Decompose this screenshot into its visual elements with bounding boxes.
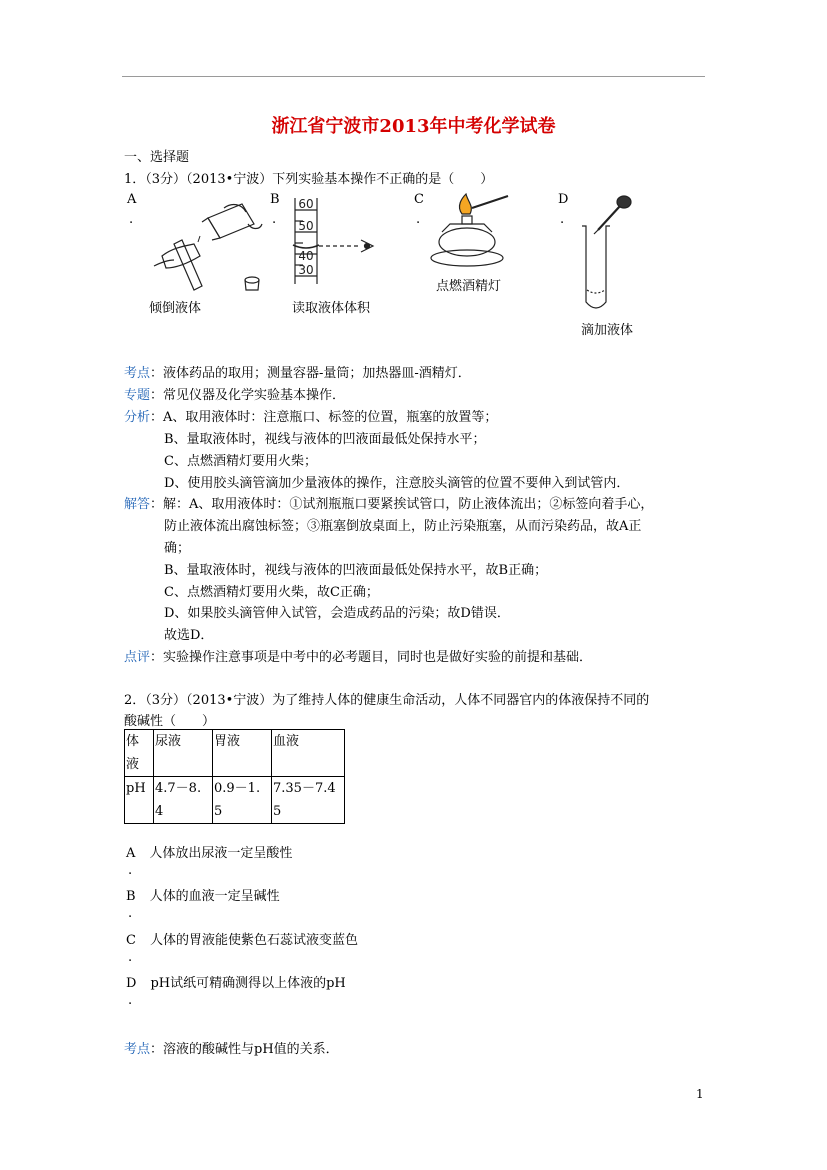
fenxi-line: B、量取液体时，视线与液体的凹液面最低处保持水平； [164,432,486,447]
table-cell: 血液 [272,730,345,777]
table-cell: 7.35－7.4 5 [272,777,345,824]
q1-option-c-dot: . [416,212,421,227]
option-dot: . [128,863,133,878]
kaodian-text: ：液体药品的取用；测量容器-量筒；加热器皿-酒精灯． [150,366,471,381]
ph-table [124,729,345,824]
table-row [125,777,345,824]
jieda-line: D、如果胶头滴管伸入试管，会造成药品的污染；故D错误． [164,606,510,621]
table-cell: 0.9－1. 5 [213,777,272,824]
jieda-label: 解答 [124,497,151,512]
scale-label: 30 [298,263,314,277]
q1-option-c-caption: 点燃酒精灯 [436,279,502,294]
option-letter: A [126,846,136,861]
q1-option-a-dot: . [129,212,134,227]
option-dot: . [128,906,133,921]
q1-option-d-caption: 滴加液体 [581,323,634,338]
q1-fenxi [124,406,497,425]
option-letter: B [126,889,136,904]
dropper-test-tube-figure [576,192,646,312]
table-row [125,730,345,777]
section-heading: 一、选择题 [124,150,190,165]
q2-stem-line2: 酸碱性（ ） [124,714,216,729]
table-cell: 尿液 [154,730,213,777]
dianping-label: 点评 [124,650,151,665]
jieda-line: C、点燃酒精灯要用火柴，故C正确； [164,585,379,600]
zhuanti-label: 专题 [124,388,151,403]
fenxi-line: ：A、取用液体时：注意瓶口、标签的位置，瓶塞的放置等； [150,410,498,425]
q2-option-a [126,842,292,861]
option-text: 人体放出尿液一定呈酸性 [149,846,293,861]
zhuanti-text: ：常见仪器及化学实验基本操作． [150,388,346,403]
table-cell: 胃液 [213,730,272,777]
option-letter: D [126,976,137,991]
graduated-cylinder-figure [283,196,383,284]
fenxi-line: C、点燃酒精灯要用火柴； [164,454,317,469]
page-number: 1 [696,1087,704,1101]
option-text: 人体的血液一定呈碱性 [149,889,280,904]
q1-option-b-caption: 读取液体体积 [292,301,371,316]
kaodian-text: ：溶液的酸碱性与pH值的关系． [150,1042,339,1057]
q1-jieda [124,493,653,512]
q2-option-b [126,885,280,904]
fenxi-line: D、使用胶头滴管滴加少量液体的操作，注意胶头滴管的位置不要伸入到试管内． [164,476,630,491]
table-cell: 4.7－8. 4 [154,777,213,824]
option-dot: . [128,950,133,965]
q1-option-c-letter: C [414,192,424,207]
jieda-line: 确； [164,541,191,556]
pouring-liquid-figure [142,196,267,296]
q1-option-d-letter: D [558,192,569,207]
option-dot: . [128,993,133,1008]
q1-zhuanti [124,384,345,403]
q2-kaodian [124,1038,339,1057]
jieda-line: 防止液体流出腐蚀标签；③瓶塞倒放桌面上，防止污染瓶塞，从而污染药品，故A正 [164,519,642,534]
table-cell: pH [125,777,154,824]
option-letter: C [126,933,136,948]
option-text: pH试纸可精确测得以上体液的pH [150,976,346,991]
scale-label: 50 [298,219,314,233]
scale-label: 40 [298,249,314,263]
header-rule [122,76,705,77]
dianping-text: ：实验操作注意事项是中考中的必考题目，同时也是做好实验的前提和基础． [150,650,593,665]
q1-option-b-dot: . [272,212,277,227]
q1-kaodian [124,362,471,381]
q1-option-a-letter: A [127,192,137,207]
q2-stem-line1: 2．（3分）（2013•宁波）为了维持人体的健康生命活动，人体不同器官内的体液保持不同的 [124,693,650,708]
jieda-line: B、量取液体时，视线与液体的凹液面最低处保持水平，故B正确； [164,563,548,578]
jieda-line: ：解：A、取用液体时：①试剂瓶瓶口要紧挨试管口，防止液体流出；②标签向着手心， [150,497,654,512]
q2-option-d [126,972,346,991]
q1-dianping [124,646,592,665]
q1-stem: 1．（3分）（2013•宁波）下列实验基本操作不正确的是（ ） [124,172,494,187]
option-text: 人体的胃液能使紫色石蕊试液变蓝色 [149,933,358,948]
q1-option-d-dot: . [560,212,565,227]
table-cell: 体 液 [125,730,154,777]
q1-option-b-letter: B [270,192,280,207]
jieda-line: 故选D． [164,628,214,643]
q1-option-a-caption: 倾倒液体 [149,301,202,316]
document-title: 浙江省宁波市2013年中考化学试卷 [271,116,556,137]
kaodian-label: 考点 [124,1042,151,1057]
kaodian-label: 考点 [124,366,151,381]
alcohol-lamp-figure [428,192,518,272]
q2-option-c [126,929,358,948]
fenxi-label: 分析 [124,410,151,425]
scale-label: 60 [298,197,314,211]
